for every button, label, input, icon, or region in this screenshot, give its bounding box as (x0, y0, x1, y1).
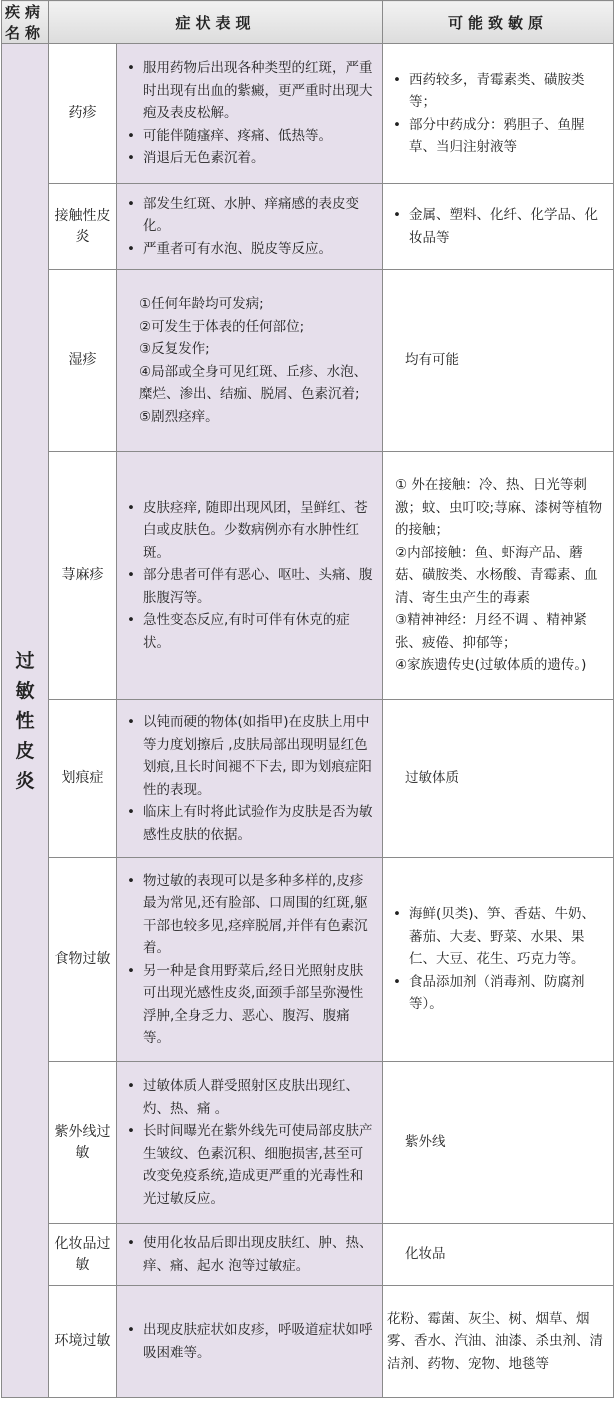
allergens-cell (383, 1062, 614, 1224)
header-disease-name: 疾病名称 (2, 1, 49, 44)
table-row (2, 44, 614, 184)
symptoms-cell (117, 700, 383, 858)
allergen-item: ③精神神经：月经不调 、精神紧张、疲倦、抑郁等； (395, 612, 587, 651)
allergens-cell (383, 452, 614, 700)
allergen-item: 均有可能 (405, 352, 460, 369)
symptom-item: • 过敏体质人群受照射区皮肤出现红、灼、热、痛 。 (143, 1075, 376, 1120)
allergens-cell (383, 184, 614, 270)
header-symptoms: 症状表现 (49, 1, 383, 44)
symptom-item: • 部分患者可伴有恶心、呕吐、头痛、腹胀腹泻等。 (143, 564, 376, 609)
allergens-cell (383, 858, 614, 1062)
disease-name: 药疹 (49, 44, 117, 184)
symptoms-cell (117, 1286, 383, 1398)
symptoms-cell (117, 184, 383, 270)
symptom-item: • 可能伴随瘙痒、疼痛、低热等。 (143, 125, 376, 148)
symptom-item: • 长时间曝光在紫外线先可使局部皮肤产生皱纹、色素沉积、细胞损害,甚至可改变免疫系统,造成更严重的光毒性和光过敏反应。 (143, 1120, 376, 1210)
symptom-item: • 以钝而硬的物体(如指甲)在皮肤上用中等力度划擦后 ,皮肤局部出现明显红色划痕,且长时间褪不下去, 即为划痕症阳性的表现。 (143, 711, 376, 801)
symptoms-cell (117, 270, 383, 452)
table-row (2, 1062, 614, 1224)
symptom-item: • 出现皮肤症状如皮疹，呼吸道症状如呼吸困难等。 (143, 1319, 376, 1364)
table-row (2, 270, 614, 452)
symptoms-cell (117, 452, 383, 700)
allergens-cell (383, 1286, 614, 1398)
allergen-item: ④家族遗传史(过敏体质的遗传。) (395, 657, 587, 674)
allergens-cell (383, 1224, 614, 1286)
symptom-item: • 另一种是食用野菜后,经日光照射皮肤可出现光感性皮炎,面颈手部呈弥漫性浮肿,全身乏力、恶心、腹泻、腹痛等。 (143, 960, 376, 1050)
symptoms-cell (117, 1224, 383, 1286)
allergen-item: • 食品添加剂（消毒剂、防腐剂等）。 (409, 971, 607, 1016)
symptoms-cell (117, 858, 383, 1062)
symptom-item: • 严重者可有水泡、脱皮等反应。 (143, 238, 376, 261)
disease-name: 湿疹 (49, 270, 117, 452)
table-row (2, 1286, 614, 1398)
disease-name: 划痕症 (49, 700, 117, 858)
allergens-cell (383, 700, 614, 858)
allergen-item: ②内部接触：鱼、虾海产品、蘑菇、磺胺类、水杨酸、青霉素、血清、寄生虫产生的毒素 (395, 544, 598, 606)
allergen-item: 化妆品 (405, 1246, 446, 1263)
symptom-item: ①任何年龄均可发病; (139, 296, 264, 312)
allergen-item: 过敏体质 (405, 770, 460, 787)
disease-name: 荨麻疹 (49, 452, 117, 700)
table-row (2, 858, 614, 1062)
category-cell (2, 44, 49, 1398)
symptoms-cell (117, 1062, 383, 1224)
symptom-item: • 使用化妆品后即出现皮肤红、肿、热、痒、痛、起水 泡等过敏症。 (143, 1232, 376, 1277)
disease-name: 环境过敏 (49, 1286, 117, 1398)
allergen-item: • 金属、塑料、化纤、化学品、化妆品等 (409, 204, 607, 249)
symptoms-cell (117, 44, 383, 184)
allergen-item: • 部分中药成分：鸦胆子、鱼腥草、当归注射液等 (409, 114, 607, 159)
disease-name: 化妆品过敏 (49, 1224, 117, 1286)
allergen-item: 花粉、霉菌、灰尘、树、烟草、烟雾、香水、汽油、油漆、杀虫剂、清洁剂、药物、宠物、地毯等 (387, 1310, 604, 1372)
allergen-item: 紫外线 (405, 1134, 446, 1151)
table-row (2, 452, 614, 700)
allergens-cell (383, 270, 614, 452)
symptom-item: ⑤剧烈痉痒。 (139, 408, 219, 425)
symptom-item: ②可发生于体表的任何部位; (139, 318, 305, 335)
allergens-cell (383, 44, 614, 184)
disease-name: 接触性皮炎 (49, 184, 117, 270)
allergen-item: ① 外在接触：冷、热、日光等刺激；蚊、虫叮咬;荨麻、漆树等植物的接触； (395, 477, 603, 539)
disease-name: 食物过敏 (49, 858, 117, 1062)
symptom-item: • 临床上有时将此试验作为皮肤是否为敏感性皮肤的依据。 (143, 801, 376, 846)
allergen-item: • 海鲜(贝类)、笋、香菇、牛奶、蕃茄、大麦、野菜、水果、果仁、大豆、花生、巧克力等。 (409, 903, 607, 971)
symptom-item: • 皮肤痉痒, 随即出现风团，呈鲜红、苍白或皮肤色。少数病例亦有水肿性红斑。 (143, 497, 376, 565)
table-row (2, 1224, 614, 1286)
symptom-item: • 部发生红斑、水肿、痒痛感的表皮变化。 (143, 193, 376, 238)
allergen-item: • 西药较多，青霉素类、磺胺类等； (409, 69, 607, 114)
header-row (2, 1, 614, 44)
table-row (2, 184, 614, 270)
disease-name: 紫外线过敏 (49, 1062, 117, 1224)
symptom-item: ③反复发作; (139, 341, 210, 357)
symptom-item: ④局部或全身可见红斑、丘疹、水泡、糜烂、渗出、结痂、脱屑、色素沉着; (139, 363, 368, 402)
symptom-item: • 物过敏的表现可以是多种多样的,皮疹最为常见,还有脸部、口周围的红斑,躯干部也较多见,痉痒脱屑,并伴有色素沉着。 (143, 870, 376, 960)
symptom-item: • 消退后无色素沉着。 (143, 147, 376, 170)
category-label: 过敏性皮炎 (15, 649, 35, 792)
table-row (2, 700, 614, 858)
allergy-dermatitis-table (1, 0, 614, 1398)
header-allergens: 可能致敏原 (383, 1, 614, 44)
symptom-item: • 急性变态反应,有时可伴有休克的症状。 (143, 609, 376, 654)
symptom-item: • 服用药物后出现各种类型的红斑，严重时出现有出血的紫癜，更严重时出现大疱及表皮松解。 (143, 57, 376, 125)
